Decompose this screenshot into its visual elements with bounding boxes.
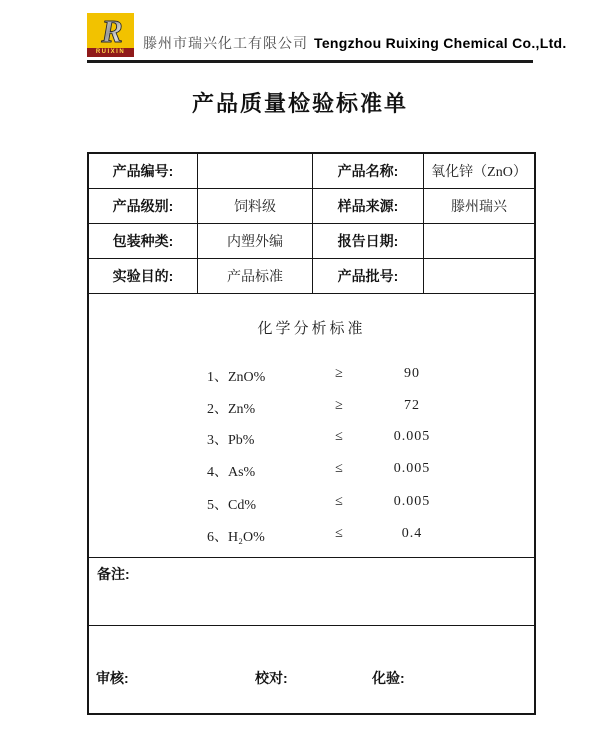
logo-wordmark: RUIXIN bbox=[87, 48, 134, 57]
chem-item-zn bbox=[89, 398, 534, 416]
label-sample-source: 样品来源: bbox=[313, 189, 424, 224]
label-report-date: 报告日期: bbox=[313, 224, 424, 259]
chem-item-as bbox=[89, 461, 534, 479]
remarks-cell bbox=[89, 558, 534, 626]
label-test-purpose: 实验目的: bbox=[89, 259, 198, 294]
chem-item-h2o bbox=[89, 526, 534, 544]
value-report-date bbox=[424, 224, 534, 259]
label-product-code: 产品编号: bbox=[89, 154, 198, 189]
label-product-grade: 产品级别: bbox=[89, 189, 198, 224]
value-product-code bbox=[198, 154, 313, 189]
chem-item-cd bbox=[89, 494, 534, 512]
chem-item-value: 72 bbox=[404, 398, 420, 413]
company-name-en: Tengzhou Ruixing Chemical Co.,Ltd. bbox=[314, 35, 567, 51]
chemical-analysis-heading: 化学分析标准 bbox=[257, 321, 366, 337]
chem-item-op: ≤ bbox=[335, 526, 343, 541]
company-header bbox=[87, 13, 567, 57]
header-divider bbox=[87, 60, 533, 63]
chem-item-op: ≤ bbox=[335, 429, 343, 444]
svg-text:R: R bbox=[100, 14, 123, 47]
value-product-name: 氧化锌（ZnO） bbox=[424, 154, 534, 189]
chem-item-op: ≥ bbox=[335, 366, 343, 381]
chem-item-name: 4、As% bbox=[207, 465, 256, 480]
chem-item-op: ≤ bbox=[335, 494, 343, 509]
label-product-name: 产品名称: bbox=[313, 154, 424, 189]
chem-item-op: ≤ bbox=[335, 461, 343, 476]
chem-item-name: 2、Zn% bbox=[207, 402, 256, 417]
review-label: 审核: bbox=[96, 670, 129, 686]
label-package-type: 包装种类: bbox=[89, 224, 198, 259]
chem-item-pb bbox=[89, 429, 534, 447]
page-title: 产品质量检验标准单 bbox=[191, 91, 408, 116]
proofread-label: 校对: bbox=[255, 670, 288, 686]
chem-item-name: 5、Cd% bbox=[207, 498, 256, 513]
chemical-analysis-section bbox=[89, 294, 534, 558]
chem-item-value: 90 bbox=[404, 366, 420, 381]
value-sample-source: 滕州瑞兴 bbox=[424, 189, 534, 224]
chem-item-value: 0.4 bbox=[401, 526, 423, 541]
inspection-table bbox=[87, 152, 536, 715]
logo-r-icon bbox=[91, 15, 131, 47]
company-name-line bbox=[143, 33, 567, 57]
assay-label: 化验: bbox=[372, 670, 405, 686]
chem-item-name: 1、ZnO% bbox=[207, 370, 266, 385]
value-test-purpose: 产品标准 bbox=[198, 259, 313, 294]
label-batch-number: 产品批号: bbox=[313, 259, 424, 294]
logo-square bbox=[87, 13, 134, 48]
product-info-grid bbox=[89, 154, 534, 294]
chem-item-value: 0.005 bbox=[393, 429, 431, 444]
value-product-grade: 饲料级 bbox=[198, 189, 313, 224]
company-name-cn: 滕州市瑞兴化工有限公司 bbox=[143, 37, 308, 52]
chem-item-name: 3、Pb% bbox=[207, 433, 255, 448]
signoff-cell bbox=[89, 626, 534, 712]
remarks-label: 备注: bbox=[97, 566, 130, 582]
chem-item-op: ≥ bbox=[335, 398, 343, 413]
chem-item-value: 0.005 bbox=[393, 461, 431, 476]
value-batch-number bbox=[424, 259, 534, 294]
chem-item-name: 6、H₂O% bbox=[207, 530, 265, 545]
chem-item-value: 0.005 bbox=[393, 494, 431, 509]
company-logo bbox=[87, 13, 134, 57]
chem-item-zno bbox=[89, 366, 534, 384]
value-package-type: 内塑外编 bbox=[198, 224, 313, 259]
